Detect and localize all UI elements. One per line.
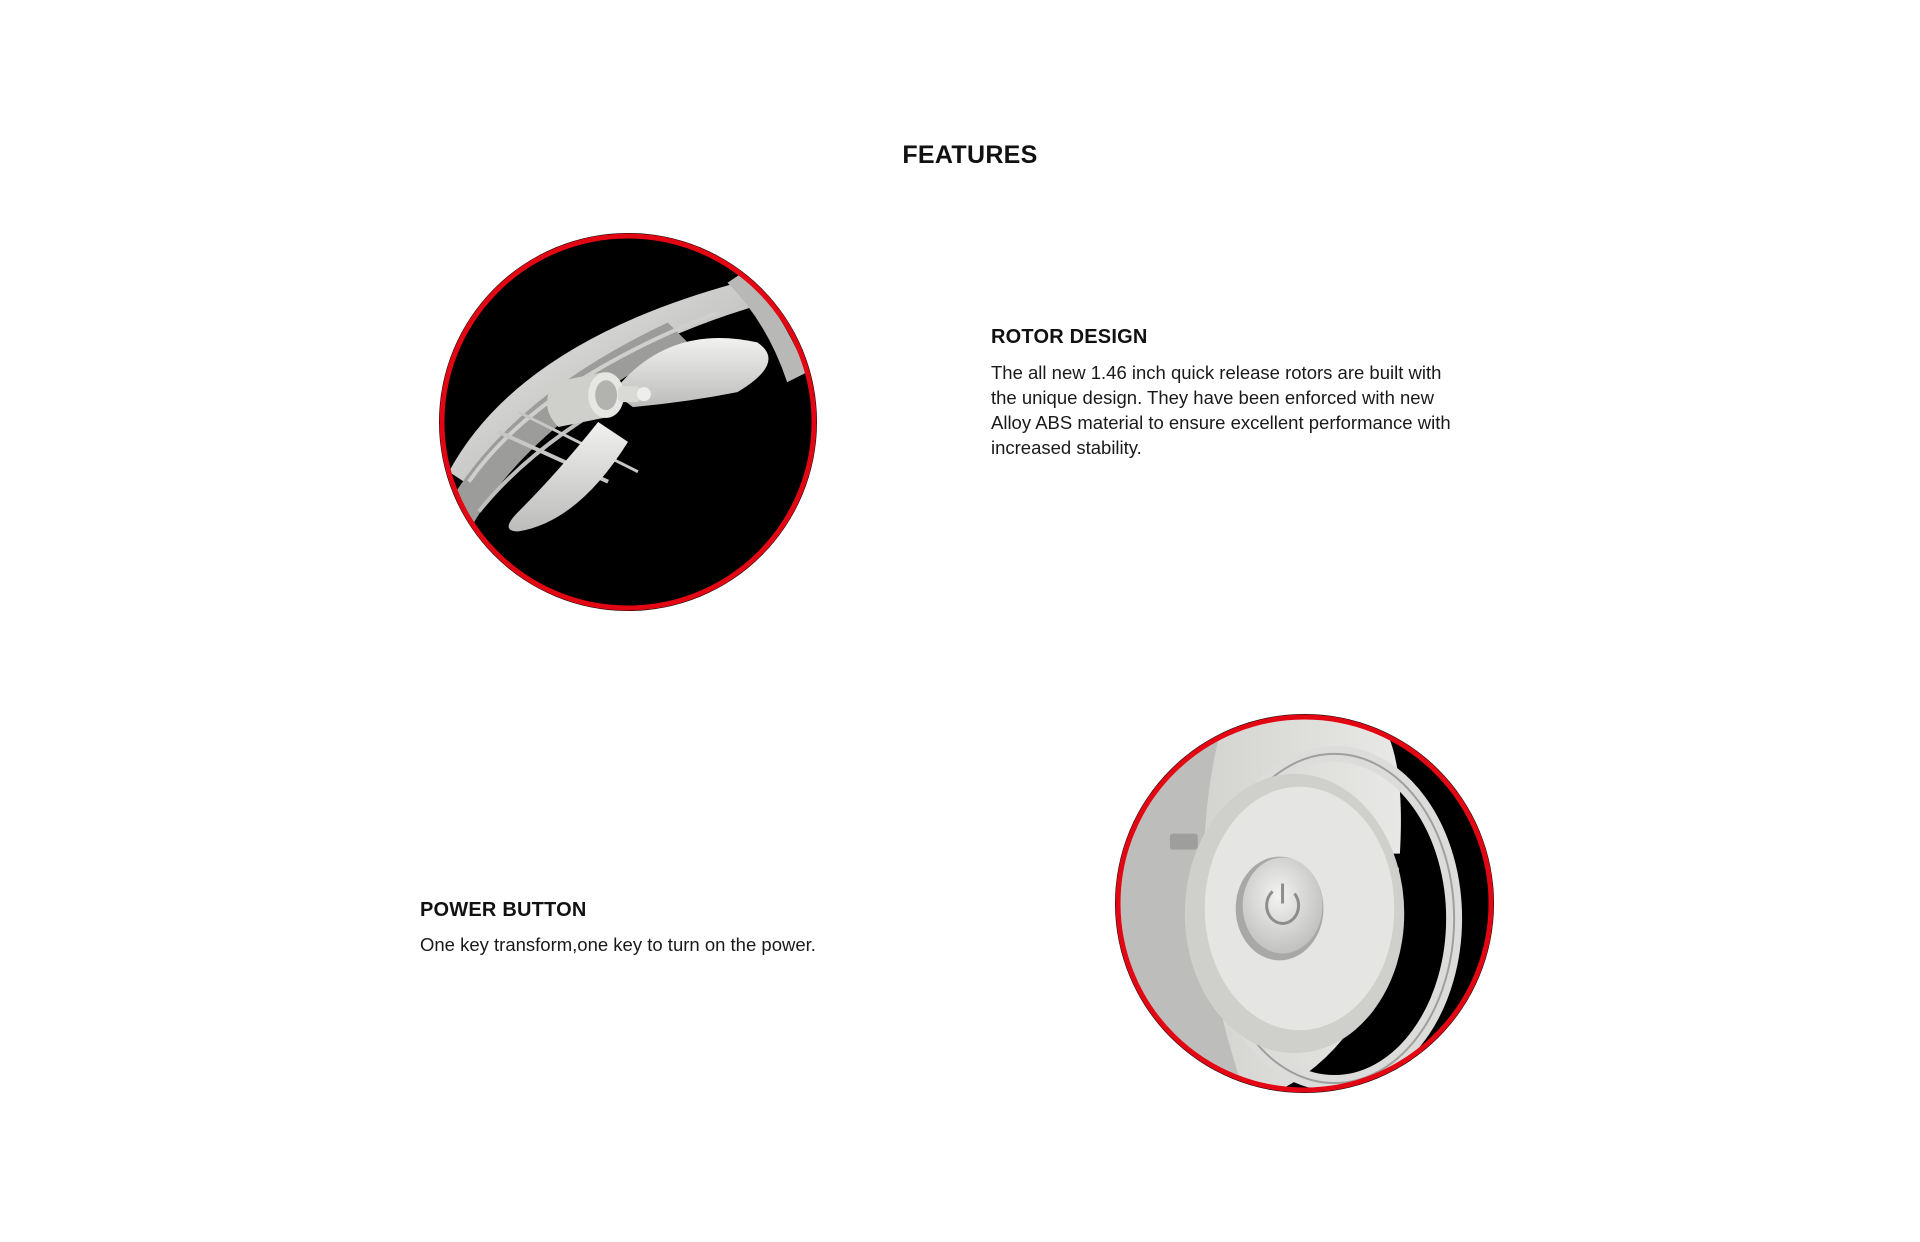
rotor-closeup-image <box>439 233 817 611</box>
power-button-closeup-image <box>1115 714 1494 1093</box>
rotor-illustration <box>439 233 817 611</box>
page-title: FEATURES <box>902 141 1038 169</box>
power-button-heading: POWER BUTTON <box>420 899 587 921</box>
power-button-illustration <box>1115 714 1494 1093</box>
power-button-description: One key transform,one key to turn on the power. <box>420 934 816 955</box>
rotor-design-description: The all new 1.46 inch quick release rotors are built with the unique design. They have been enforced with new Alloy ABS material to ensure excellent performance with increased stability. <box>991 362 1451 458</box>
rotor-design-heading: ROTOR DESIGN <box>991 326 1148 348</box>
